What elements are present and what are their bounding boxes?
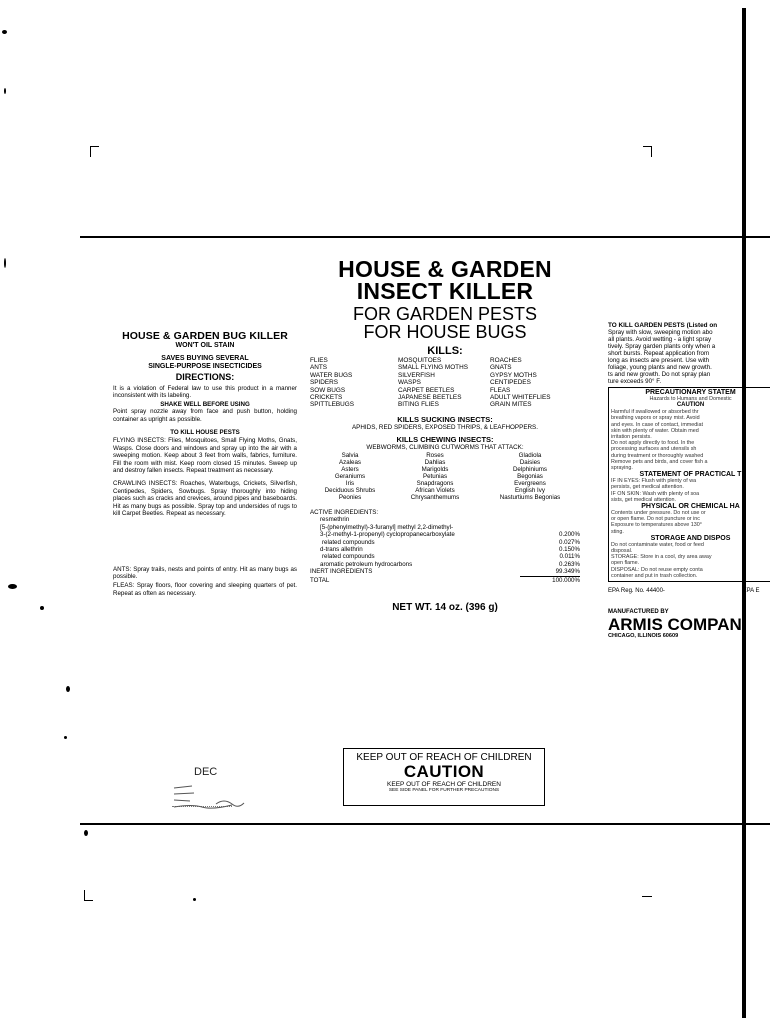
sub-line-2: FOR HOUSE BUGS xyxy=(363,322,527,342)
crop-mark-top-right xyxy=(643,146,652,157)
epa-reg-line xyxy=(608,588,770,595)
company-city: CHICAGO, ILLINOIS 60609 xyxy=(608,633,679,640)
brand-line-1: HOUSE & GARDEN xyxy=(338,256,552,282)
plant-item: Iris xyxy=(345,480,355,488)
plant-item: Delphiniums xyxy=(512,466,548,474)
net-weight: NET WT. 14 oz. (396 g) xyxy=(392,602,498,614)
storage-text xyxy=(611,542,770,579)
text-line: Do not apply directly to food. In the xyxy=(611,440,695,447)
plant-item: Begonias xyxy=(517,473,543,481)
plants-list xyxy=(310,452,580,501)
text-line: disposal. xyxy=(611,548,633,555)
text-line: ts and new growth. Do not spray plan xyxy=(608,371,711,378)
precautionary-box xyxy=(608,387,770,582)
ingredient-row xyxy=(310,546,580,553)
left-title: HOUSE & GARDEN BUG KILLER xyxy=(122,330,288,342)
caution-label: CAUTION xyxy=(676,402,705,409)
text-line: during treatment or thoroughly washed xyxy=(611,452,704,459)
active-ingredients-heading: ACTIVE INGREDIENTS: xyxy=(310,509,379,517)
bottom-divider-line xyxy=(80,823,770,825)
pest-item: ANTS xyxy=(310,364,328,372)
text-line: or open flame. Do not puncture or inc xyxy=(611,516,700,523)
text-line: sting. xyxy=(611,528,624,535)
keep-out-small-text: KEEP OUT OF REACH OF CHILDREN xyxy=(387,781,501,788)
saves-line-1: SAVES BUYING SEVERAL xyxy=(161,355,249,362)
ingredient-value: 100.000% xyxy=(552,576,580,584)
pest-item: ROACHES xyxy=(490,357,522,364)
pest-item: CARPET BEETLES xyxy=(398,386,455,394)
pest-item: MOSQUITOES xyxy=(398,357,442,364)
crop-mark-bottom-left xyxy=(84,890,93,901)
caution-text: CAUTION xyxy=(403,762,485,781)
ingredient-row xyxy=(310,531,580,538)
pest-item: ADULT WHITEFLIES xyxy=(490,394,551,402)
ingredient-value: 0.011% xyxy=(559,553,580,561)
garden-pests-heading: TO KILL GARDEN PESTS (Listed on xyxy=(608,322,718,329)
garden-instructions xyxy=(608,329,770,385)
ingredient-value: 0.150% xyxy=(559,546,580,554)
ingredient-row xyxy=(310,553,580,560)
plant-item: Dahlias xyxy=(424,459,446,467)
text-line: breathing vapors or spray mist. Avoid xyxy=(611,415,700,422)
pest-item: WASPS xyxy=(398,379,421,387)
plant-item: African Violets xyxy=(415,487,455,495)
crawling-insects-text: CRAWLING INSECTS: Roaches, Waterbugs, Crickets, Silverfish, Centipedes, Spiders, Sowbugs. Spray thoroughly into hiding places such as cracks and crevices, around pipes and baseboards. Hit as many bugs as possible. Spray top and undersides of rugs to kill Carpet Beetles. Repeat as necessary. xyxy=(113,480,298,518)
ingredient-value: 0.200% xyxy=(559,531,580,539)
scan-speck xyxy=(4,88,6,94)
ingredient-name: 3-(2-methyl-1-propenyl) cyclopropanecarboxylate xyxy=(320,531,455,539)
stamp-scribble xyxy=(172,780,232,807)
crop-mark-top-left xyxy=(90,146,99,157)
pest-item: BITING FLIES xyxy=(398,401,439,409)
received-stamp xyxy=(172,766,232,807)
pest-item: CENTIPEDES xyxy=(490,379,531,387)
sucking-text: APHIDS, RED SPIDERS, EXPOSED THRIPS, & LEAFHOPPERS. xyxy=(351,423,539,431)
kills-heading: KILLS: xyxy=(427,345,463,357)
text-line: long as insects are present. Use with xyxy=(608,357,710,364)
plant-item: Evergreens xyxy=(514,480,546,488)
caution-statement xyxy=(611,409,770,471)
directions-heading: DIRECTIONS: xyxy=(175,372,235,382)
ingredient-row xyxy=(310,539,580,546)
ingredient-name: related compounds xyxy=(322,553,375,561)
ingredient-name: TOTAL xyxy=(310,576,330,584)
ingredient-value: 0.263% xyxy=(559,560,580,568)
text-line: sists, get medical attention. xyxy=(611,496,677,503)
text-line: IF IN EYES: Flush with plenty of wa xyxy=(611,478,697,485)
house-pests-heading: TO KILL HOUSE PESTS xyxy=(170,429,240,437)
text-line: IF ON SKIN: Wash with plenty of soa xyxy=(611,490,700,497)
stamp-scribble-svg xyxy=(172,780,262,810)
saves-line-2: SINGLE-PURPOSE INSECTICIDES xyxy=(148,363,262,370)
right-panel xyxy=(608,322,770,722)
text-line: tively. Spray garden plants only when a xyxy=(608,343,716,350)
plant-item: Asters xyxy=(341,466,359,474)
scan-speck xyxy=(2,30,7,34)
ingredient-name: aromatic petroleum hydrocarbons xyxy=(320,560,413,568)
ingredient-value: 0.027% xyxy=(559,538,580,546)
scan-speck xyxy=(193,898,196,901)
chewing-text: WEBWORMS, CLIMBING CUTWORMS THAT ATTACK: xyxy=(366,444,524,452)
resmethrin-label: resmethrin xyxy=(320,516,350,524)
scan-speck xyxy=(8,584,17,589)
ingredient-value: 99.349% xyxy=(555,568,580,576)
text-line: irritation persists. xyxy=(611,434,652,441)
scan-speck xyxy=(64,736,67,739)
text-line: and eyes. In case of contact, immediat xyxy=(611,421,703,428)
warning-box xyxy=(343,748,545,806)
storage-heading: STORAGE AND DISPOS xyxy=(650,534,731,542)
text-line: Exposure to temperatures above 130° xyxy=(611,522,702,529)
plant-item: Peonies xyxy=(338,494,362,502)
ingredient-name: d-trans allethrin xyxy=(320,546,363,554)
plant-item: Daisies xyxy=(519,459,541,467)
pest-item: FLIES xyxy=(310,357,328,364)
scan-speck xyxy=(4,258,6,268)
plant-item: Salvia xyxy=(341,452,359,460)
left-panel xyxy=(113,330,297,599)
sub-line-1: FOR GARDEN PESTS xyxy=(352,304,538,324)
physical-hazards-heading: PHYSICAL OR CHEMICAL HA xyxy=(641,503,740,511)
shake-text: SHAKE WELL BEFORE USING xyxy=(160,400,250,408)
text-line: Do not contaminate water, food or feed xyxy=(611,541,704,548)
hazards-label: Hazards to Humans and Domestic xyxy=(649,396,732,402)
text-line: spraying. xyxy=(611,465,633,472)
sucking-heading: KILLS SUCKING INSECTS: xyxy=(397,414,493,424)
pest-item: GYPSY MOTHS xyxy=(490,371,537,379)
pest-item: GRAIN MITES xyxy=(490,401,532,409)
text-line: Remove pets and birds, and cover fish a xyxy=(611,458,708,465)
ingredient-row xyxy=(310,577,580,584)
text-line: all plants. Avoid wetting - a light spray xyxy=(608,336,712,343)
chewing-heading: KILLS CHEWING INSECTS: xyxy=(396,435,494,445)
top-divider-line xyxy=(80,236,770,238)
ingredients-block xyxy=(310,509,580,584)
ingredient-row xyxy=(310,561,580,568)
text-line: short bursts. Repeat application from xyxy=(608,350,710,357)
scan-speck xyxy=(66,686,70,692)
crop-mark-bottom-right xyxy=(642,896,652,897)
stamp-date: DEC xyxy=(194,766,218,778)
company-name: ARMIS COMPAN xyxy=(608,615,742,635)
plant-item: Snapdragons xyxy=(416,480,454,488)
plant-item: Deciduous Shrubs xyxy=(324,487,376,495)
text-line: STORAGE: Store in a cool, dry area away xyxy=(611,554,712,561)
text-line: Contents under pressure. Do not use or xyxy=(611,510,706,517)
plant-item: Geraniums xyxy=(334,473,366,481)
point-text: Point spray nozzle away from face and push button, holding container as upright as possible. xyxy=(113,408,297,423)
pest-item: SPIDERS xyxy=(310,379,339,387)
scan-speck xyxy=(84,830,88,836)
text-line: persists, get medical attention. xyxy=(611,484,684,491)
text-line: processing surfaces and utensils sh xyxy=(611,446,697,453)
pest-item: WATER BUGS xyxy=(310,371,353,379)
plant-item: English Ivy xyxy=(515,487,545,495)
ingredient-name: INERT INGREDIENTS xyxy=(310,568,373,576)
text-line: open flame. xyxy=(611,560,640,567)
pest-item: JAPANESE BEETLES xyxy=(398,394,462,402)
manufactured-by: MANUFACTURED BY xyxy=(608,609,669,616)
text-line: container and put in trash collection. xyxy=(611,572,698,579)
no-stain-label: WON'T OIL STAIN xyxy=(175,342,235,349)
plant-item: Azaleas xyxy=(338,459,361,467)
ants-text: ANTS: Spray trails, nests and points of entry. Hit as many bugs as possible. xyxy=(113,565,297,580)
center-panel xyxy=(310,258,580,613)
text-line: DISPOSAL: Do not reuse empty conta xyxy=(611,566,703,573)
text-line: skin with plenty of water. Obtain med xyxy=(611,427,699,434)
plant-item: Petunias xyxy=(422,473,448,481)
plant-item: Nasturtiums Begonias xyxy=(499,494,561,502)
plant-item: Chrysanthemums xyxy=(410,494,460,502)
pest-item: FLEAS xyxy=(490,386,511,394)
epa-est-number: EPA E xyxy=(742,588,760,595)
kills-list xyxy=(310,357,580,409)
text-line: foliage, young plants and new growth. xyxy=(608,364,712,371)
scan-speck xyxy=(40,606,44,610)
pest-item: SMALL FLYING MOTHS xyxy=(398,364,468,372)
practical-treatment-heading: STATEMENT OF PRACTICAL T xyxy=(639,471,742,479)
text-line: Spray with slow, sweeping motion abo xyxy=(608,329,713,336)
pest-item: SOW BUGS xyxy=(310,386,346,394)
physical-hazards-text xyxy=(611,510,770,535)
ingredient-row xyxy=(310,568,580,575)
brand-line-2: INSECT KILLER xyxy=(356,278,534,304)
plant-item: Marigolds xyxy=(421,466,449,474)
epa-reg-number: EPA Reg. No. 44400- xyxy=(608,588,665,595)
text-line: ture exceeds 90° F. xyxy=(608,378,662,385)
pest-item: CRICKETS xyxy=(310,394,343,402)
see-side-panel-text: SEE SIDE PANEL FOR FURTHER PRECAUTIONS xyxy=(388,788,500,793)
pest-item: SPITTLEBUGS xyxy=(310,401,355,409)
practical-treatment-text xyxy=(611,478,770,503)
pest-item: GNATS xyxy=(490,364,512,372)
plant-item: Roses xyxy=(426,452,444,460)
flying-insects-text: FLYING INSECTS: Flies, Mosquitoes, Small Flying Moths, Gnats, Wasps. Close doors and windows and spray up into the air with a sweeping motion. Keep about 3 feet from walls, fabrics, furniture. Fill the room with mist. Keep room closed 15 minutes. Sweep up and destroy fallen insects. Repeat treatment as necessary. xyxy=(113,437,297,475)
pest-item: SILVERFISH xyxy=(398,371,435,379)
precautionary-heading: PRECAUTIONARY STATEM xyxy=(645,389,736,396)
plant-item: Gladiola xyxy=(518,452,542,460)
text-line: Harmful if swallowed or absorbed thr xyxy=(611,409,699,416)
fleas-text: FLEAS: Spray floors, floor covering and sleeping quarters of pet. Repeat as often as necessary. xyxy=(113,582,297,597)
ingredient-name: related compounds xyxy=(322,538,375,546)
violation-text: It is a violation of Federal law to use this product in a manner inconsistent with its labeling. xyxy=(113,385,297,400)
chem-line-1: [5-(phenylmethyl)-3-furanyl] methyl 2,2-dimethyl- xyxy=(320,523,454,531)
keep-out-text: KEEP OUT OF REACH OF CHILDREN xyxy=(356,752,532,763)
